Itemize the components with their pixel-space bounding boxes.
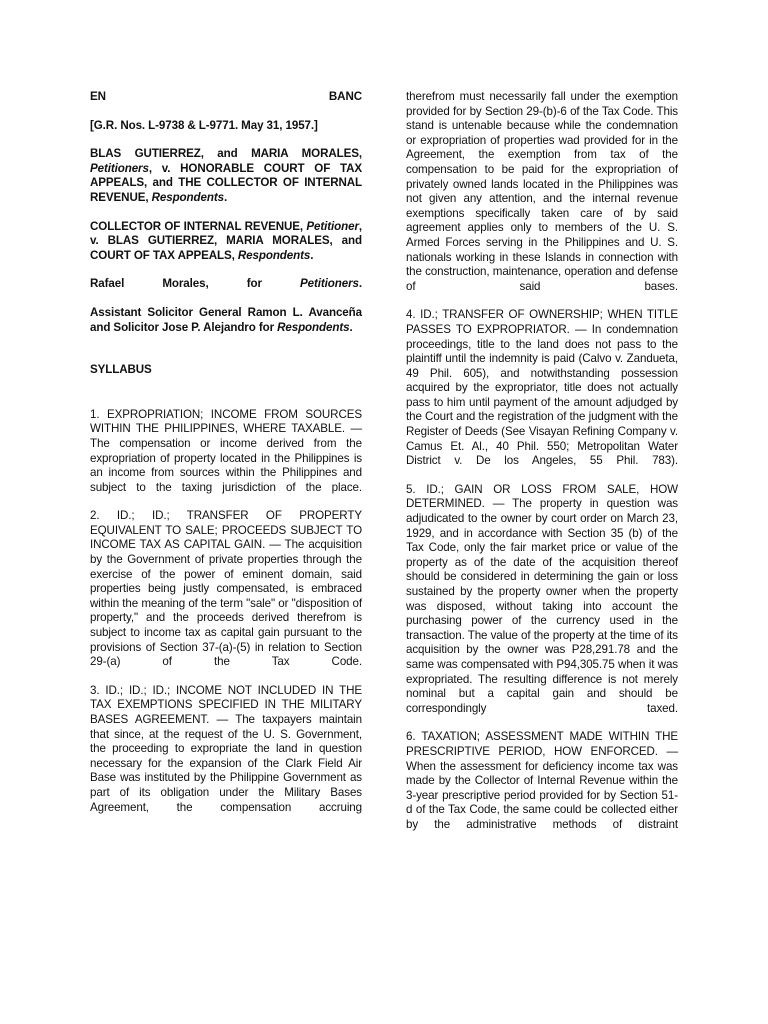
caption-1-end: . xyxy=(223,190,228,204)
counsel-2-name: Assistant Solicitor General Ramon L. Avanceña and Solicitor Jose P. Alejandro for xyxy=(90,305,362,334)
caption-1-role-2: Respondents xyxy=(151,190,224,204)
caption-2-parties: COLLECTOR OF INTERNAL REVENUE, xyxy=(90,219,304,233)
syllabus-paragraph-3: 3. ID.; ID.; ID.; INCOME NOT INCLUDED IN THE TAX EXEMPTIONS SPECIFIED IN THE MILITARY BASES AGREEMENT. — The taxpayers maintain that since, at the request of the U. S. Government, the proceeding to expropriate the land in question necessary for the expansion of the Clark Field Air Base was instituted by the Philippine Government as part of its obligation under the Military Bases Agreement, the compensation accruing xyxy=(90,683,362,814)
caption-1-middle: , v. HONORABLE COURT OF TAX APPEALS, and THE COLLECTOR OF INTERNAL REVENUE, xyxy=(90,161,362,204)
counsel-1-role: Petitioners xyxy=(300,277,359,291)
syllabus-paragraph-5: 5. ID.; GAIN OR LOSS FROM SALE, HOW DETERMINED. — The property in question was adjudicated to the owner by court order on March 23, 1929, and in accordance with Section 35 (b) of the Tax Code, only the fair market price or value of the property as of the date of the acquisition thereof should be considered in determining the gain or loss sustained by the property owner when the property was disposed, without taking into account the purchasing power of the currency used in the transaction. The value of the property at the time of its acquisition by the owner was P28,291.78 and the same was compensated with P94,305.75 when it was expropriated. The resulting difference is not merely nominal but a capital gain and should be correspondingly taxed. xyxy=(406,482,678,715)
counsel-respondents xyxy=(90,306,362,335)
caption-2-middle: , v. BLAS GUTIERREZ, MARIA MORALES, and COURT OF TAX APPEALS, xyxy=(90,219,363,262)
case-caption-2 xyxy=(90,220,362,264)
case-caption-1 xyxy=(90,147,362,205)
division-banc: BANC xyxy=(328,90,362,103)
caption-2-role-1: Petitioner xyxy=(306,219,359,233)
syllabus-heading: SYLLABUS xyxy=(90,363,152,377)
court-division xyxy=(90,90,362,105)
right-column xyxy=(406,90,678,847)
left-column xyxy=(90,90,362,829)
division-en: EN xyxy=(90,90,106,103)
caption-1-role-1: Petitioners xyxy=(90,161,149,175)
syllabus-paragraph-2: 2. ID.; ID.; TRANSFER OF PROPERTY EQUIVALENT TO SALE; PROCEEDS SUBJECT TO INCOME TAX AS CAPITAL GAIN. — The acquisition by the Government of private properties through the exercise of the power of eminent domain, said properties being justly compensated, is embraced within the meaning of the term "sale" or "disposition of property," and the proceeds derived therefrom is subject to income tax as capital gain pursuant to the provisions of Section 37-(a)-(5) in relation to Section 29-(a) of the Tax Code. xyxy=(90,509,362,669)
counsel-2-role: Respondents xyxy=(277,320,350,334)
case-number: [G.R. Nos. L-9738 & L-9771. May 31, 1957.] xyxy=(90,118,318,132)
counsel-1-end: . xyxy=(358,277,362,291)
caption-2-end: . xyxy=(310,248,314,262)
caption-1-parties: BLAS GUTIERREZ, and MARIA MORALES, xyxy=(90,147,362,161)
syllabus-paragraph-1: 1. EXPROPRIATION; INCOME FROM SOURCES WITHIN THE PHILIPPINES, WHERE TAXABLE. — The compensation or income derived from the expropriation of property located in the Philippines is an income from sources within the Philippines and subject to the taxing jurisdiction of the place. xyxy=(90,407,362,494)
counsel-petitioners xyxy=(90,277,362,292)
syllabus-paragraph-3-continued: therefrom must necessarily fall under the exemption provided for by Section 29-(b)-6 of the Tax Code. This stand is untenable because while the condemnation or expropriation of properties wad provided for in the Agreement, the exemption from tax of the compensation to be paid for the expropriation of privately owned lands located in the Philippines was not given any attention, and the internal revenue exemptions specifically taken care of by said agreement applies only to members of the U. S. Armed Forces serving in the Philippines and U. S. nationals working in these Islands in connection with the construction, maintenance, operation and defense of said bases. xyxy=(406,90,678,293)
counsel-1-name: Rafael Morales, for xyxy=(90,277,262,291)
caption-2-role-2: Respondents xyxy=(237,248,311,262)
counsel-2-end: . xyxy=(349,320,353,334)
syllabus-paragraph-6: 6. TAXATION; ASSESSMENT MADE WITHIN THE PRESCRIPTIVE PERIOD, HOW ENFORCED. — When the assessment for deficiency income tax was made by the Collector of Internal Revenue within the 3-year prescriptive period provided for by Section 51-d of the Tax Code, the same could be collected either by the administrative methods of distraint xyxy=(406,730,678,831)
syllabus-paragraph-4: 4. ID.; TRANSFER OF OWNERSHIP; WHEN TITLE PASSES TO EXPROPRIATOR. — In condemnation proceedings, title to the land does not pass to the plaintiff until the indemnity is paid (Calvo v. Zandueta, 49 Phil. 605), and notwithstanding possession acquired by the expropriator, title does not actually pass to him until payment of the amount adjudged by the Court and the registration of the judgment with the Register of Deeds (See Visayan Refining Company v. Camus Et. Al., 40 Phil. 550; Metropolitan Water District v. De los Angeles, 55 Phil. 783). xyxy=(406,308,678,468)
